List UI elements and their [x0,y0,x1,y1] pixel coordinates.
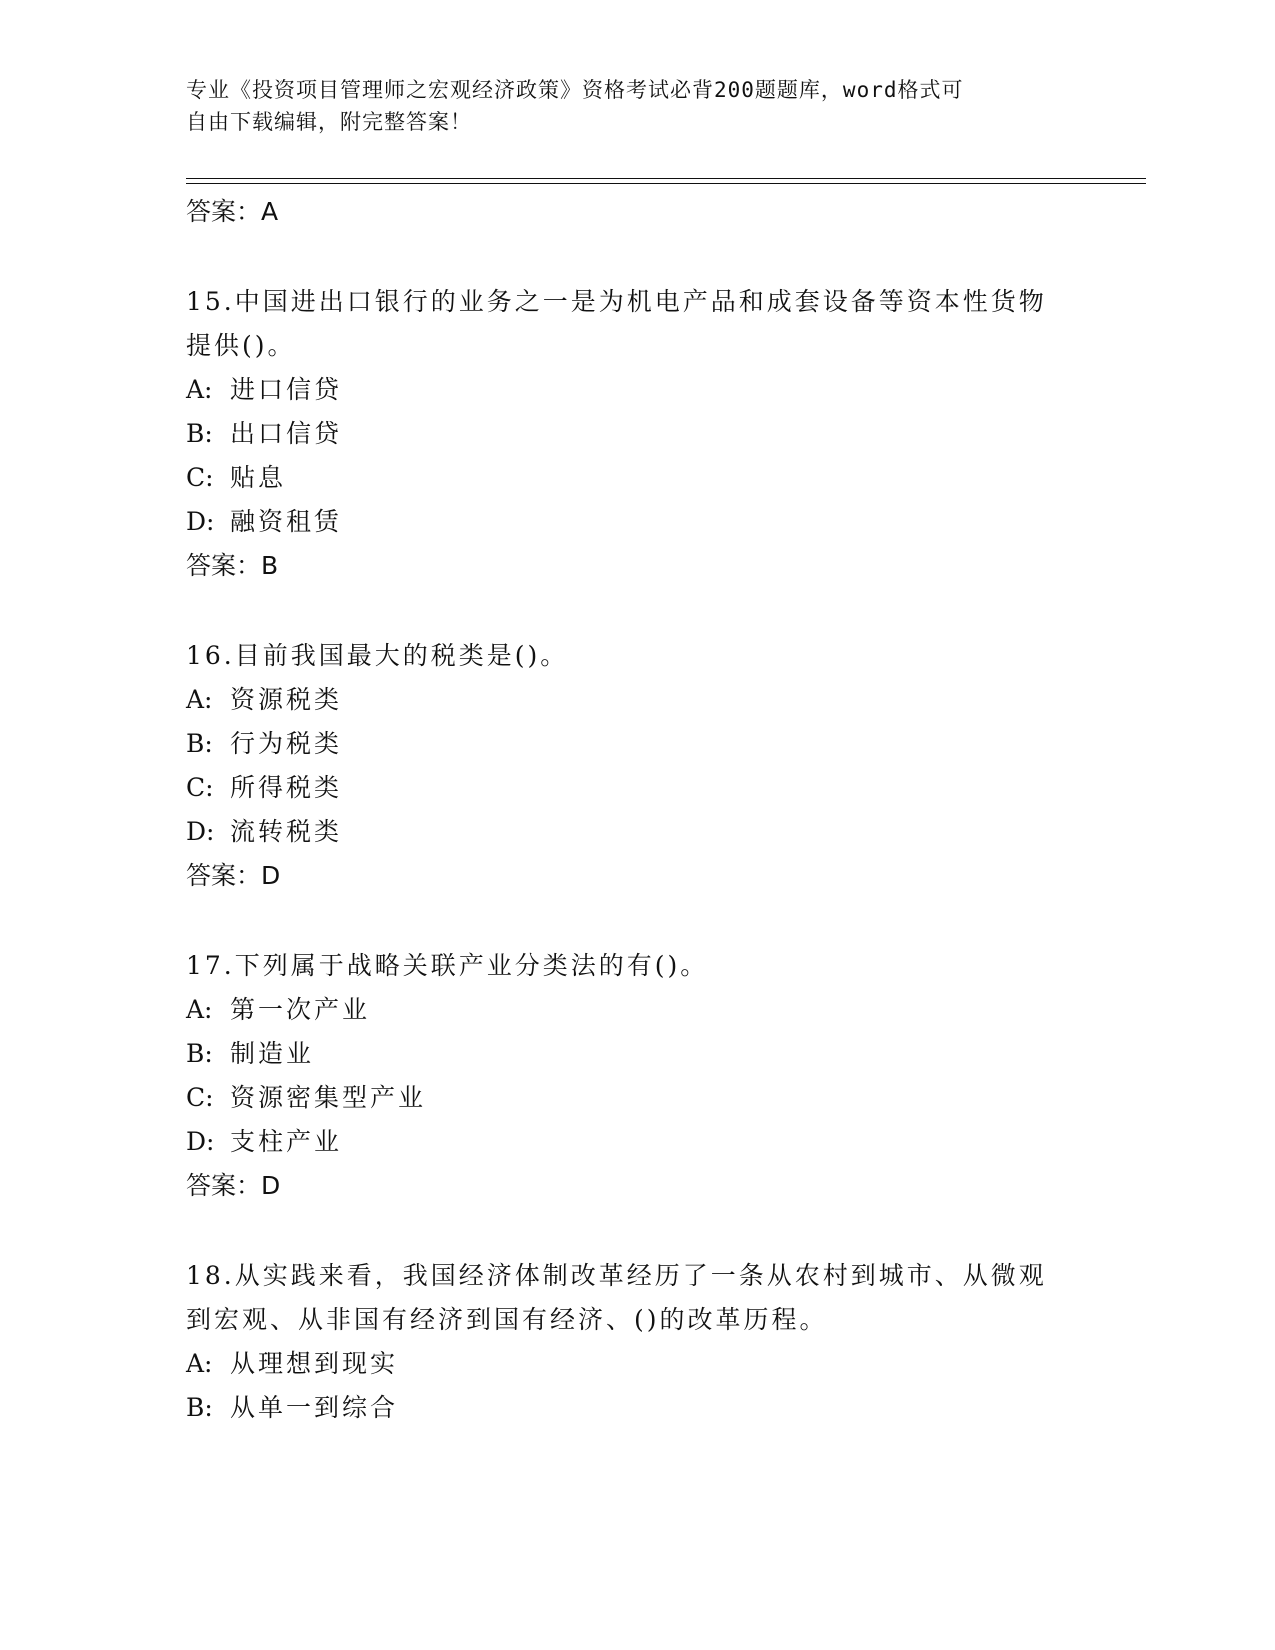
option-letter: A: [186,995,213,1024]
option-b [186,412,1086,456]
option-d [186,1120,1086,1164]
option-letter: A: [186,685,213,714]
option-letter: B: [186,729,213,758]
option-text: 行为税类 [230,729,343,758]
spacer [186,588,1086,634]
option-letter: B: [186,1393,213,1422]
previous-answer: 答案：A [186,197,279,226]
question-text [186,280,1086,368]
option-c [186,766,1086,810]
option-c [186,456,1086,500]
option-letter: D: [186,817,215,846]
option-a [186,368,1086,412]
question-line: 到宏观、从非国有经济到国有经济、()的改革历程。 [186,1305,828,1334]
question-list [186,190,1086,1430]
spacer [186,1208,1086,1254]
option-letter: D: [186,507,215,536]
option-letter: B: [186,1039,213,1068]
question-block [186,944,1086,1208]
question-text [186,1254,1086,1342]
option-text: 出口信贷 [230,419,343,448]
answer-text: 答案：B [186,551,279,580]
option-text: 资源税类 [230,685,343,714]
option-text: 制造业 [230,1039,315,1068]
option-d [186,500,1086,544]
option-d [186,810,1086,854]
header-title-line-2: 自由下载编辑，附完整答案！ [186,110,472,134]
question-block [186,634,1086,898]
option-a [186,1342,1086,1386]
option-text: 资源密集型产业 [230,1083,427,1112]
option-text: 流转税类 [230,817,343,846]
option-b [186,1032,1086,1076]
question-text [186,944,1086,988]
option-letter: C: [186,773,214,802]
question-line: 18.从实践来看，我国经济体制改革经历了一条从农村到城市、从微观 [186,1261,1047,1290]
answer-text: 答案：D [186,1171,281,1200]
option-letter: A: [186,375,213,404]
option-b [186,722,1086,766]
question-text [186,634,1086,678]
document-header [186,74,1086,138]
header-rule-bottom [186,183,1146,184]
option-letter: C: [186,463,214,492]
header-title-line-1: 专业《投资项目管理师之宏观经济政策》资格考试必背200题题库，word格式可 [186,78,964,102]
spacer [186,234,1086,280]
spacer [186,898,1086,944]
option-text: 第一次产业 [230,995,371,1024]
answer-text: 答案：D [186,861,281,890]
header-rule-top [186,178,1146,179]
question-block [186,280,1086,588]
option-letter: C: [186,1083,214,1112]
question-line: 17.下列属于战略关联产业分类法的有()。 [186,951,709,980]
question-line: 16.目前我国最大的税类是()。 [186,641,569,670]
option-text: 融资租赁 [230,507,343,536]
option-text: 进口信贷 [230,375,343,404]
option-text: 支柱产业 [230,1127,343,1156]
option-text: 从单一到综合 [230,1393,399,1422]
option-a [186,988,1086,1032]
option-a [186,678,1086,722]
question-block [186,1254,1086,1430]
question-line: 15.中国进出口银行的业务之一是为机电产品和成套设备等资本性货物 [186,287,1047,316]
question-line: 提供()。 [186,331,296,360]
option-text: 从理想到现实 [230,1349,399,1378]
option-text: 贴息 [230,463,287,492]
option-c [186,1076,1086,1120]
option-text: 所得税类 [230,773,343,802]
option-letter: B: [186,419,213,448]
option-letter: A: [186,1349,213,1378]
option-letter: D: [186,1127,215,1156]
option-b [186,1386,1086,1430]
